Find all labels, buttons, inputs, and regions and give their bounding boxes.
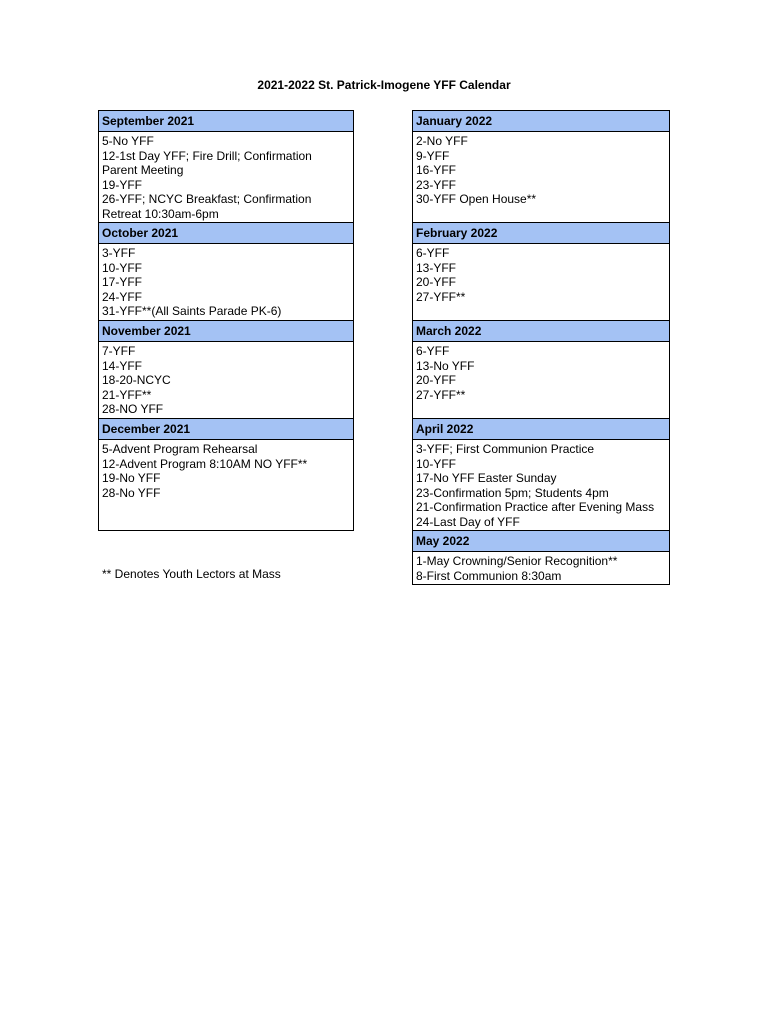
calendar-entry: 17-YFF [102,275,143,289]
calendar-entry: Parent Meeting [102,163,184,177]
month-header: April 2022 [413,419,669,440]
calendar-entry: 31-YFF**(All Saints Parade PK-6) [102,304,282,318]
calendar-entry: 3-YFF; First Communion Practice [416,442,595,456]
month-header: November 2021 [99,321,353,342]
calendar-entry: 16-YFF [416,163,457,177]
calendar-entry: 27-YFF** [416,387,466,402]
month-entries [413,440,669,529]
month-october-2021 [98,222,354,321]
month-entries [99,342,353,417]
calendar-entry: 3-YFF [102,246,136,260]
month-entries [99,440,353,500]
calendar-entry: 26-YFF; NCYC Breakfast; Confirmation [102,192,312,206]
month-entries [99,244,353,319]
month-entries [99,132,353,221]
month-header: September 2021 [99,111,353,132]
calendar-entry: 27-YFF** [416,289,466,304]
calendar-entry: 17-No YFF Easter Sunday [416,471,557,485]
calendar-entry: 20-YFF [416,275,457,289]
month-december-2021 [98,418,354,531]
month-may-2022 [412,530,670,585]
month-entries [413,552,669,583]
calendar-entry: 10-YFF [416,456,457,471]
calendar-entry: 19-No YFF [102,471,161,485]
calendar-entry: 18-20-NCYC [102,373,171,387]
calendar-entry: 21-YFF** [102,387,152,402]
calendar-entry: 6-YFF [416,246,450,260]
calendar-entry: 12-1st Day YFF; Fire Drill; Confirmation [102,148,312,163]
month-entries [413,342,669,402]
month-header: October 2021 [99,223,353,244]
month-april-2022 [412,418,670,531]
month-september-2021 [98,110,354,223]
month-november-2021 [98,320,354,419]
calendar-entry: 7-YFF [102,344,136,358]
month-march-2022 [412,320,670,419]
month-entries [413,244,669,304]
month-header: March 2022 [413,321,669,342]
calendar-entry: 21-Confirmation Practice after Evening Mass [416,500,655,514]
footnote: ** Denotes Youth Lectors at Mass [102,567,281,581]
calendar-entry: 5-Advent Program Rehearsal [102,442,258,456]
calendar-entry: 24-Last Day of YFF [416,514,520,529]
calendar-entry: 12-Advent Program 8:10AM NO YFF** [102,456,308,471]
calendar-entry: 23-Confirmation 5pm; Students 4pm [416,485,609,500]
month-header: January 2022 [413,111,669,132]
calendar-title: 2021-2022 St. Patrick-Imogene YFF Calendar [257,78,511,92]
month-february-2022 [412,222,670,321]
calendar-entry: 10-YFF [102,260,143,275]
calendar-entry: 28-No YFF [102,485,161,500]
calendar-entry: 23-YFF [416,177,457,192]
calendar-entry: 19-YFF [102,177,143,192]
calendar-entry: 1-May Crowning/Senior Recognition** [416,554,618,568]
calendar-entry: Retreat 10:30am-6pm [102,206,219,221]
month-january-2022 [412,110,670,223]
calendar-entry: 14-YFF [102,358,143,373]
calendar-entry: 13-No YFF [416,358,475,373]
month-header: December 2021 [99,419,353,440]
calendar-entry: 5-No YFF [102,134,154,148]
month-header: February 2022 [413,223,669,244]
month-entries [413,132,669,207]
calendar-entry: 9-YFF [416,148,450,163]
calendar-entry: 24-YFF [102,289,143,304]
calendar-entry: 8-First Communion 8:30am [416,568,562,583]
month-header: May 2022 [413,531,669,552]
calendar-entry: 20-YFF [416,373,457,387]
calendar-entry: 30-YFF Open House** [416,192,537,206]
calendar-entry: 2-No YFF [416,134,468,148]
calendar-entry: 13-YFF [416,260,457,275]
calendar-entry: 6-YFF [416,344,450,358]
calendar-entry: 28-NO YFF [102,402,164,416]
